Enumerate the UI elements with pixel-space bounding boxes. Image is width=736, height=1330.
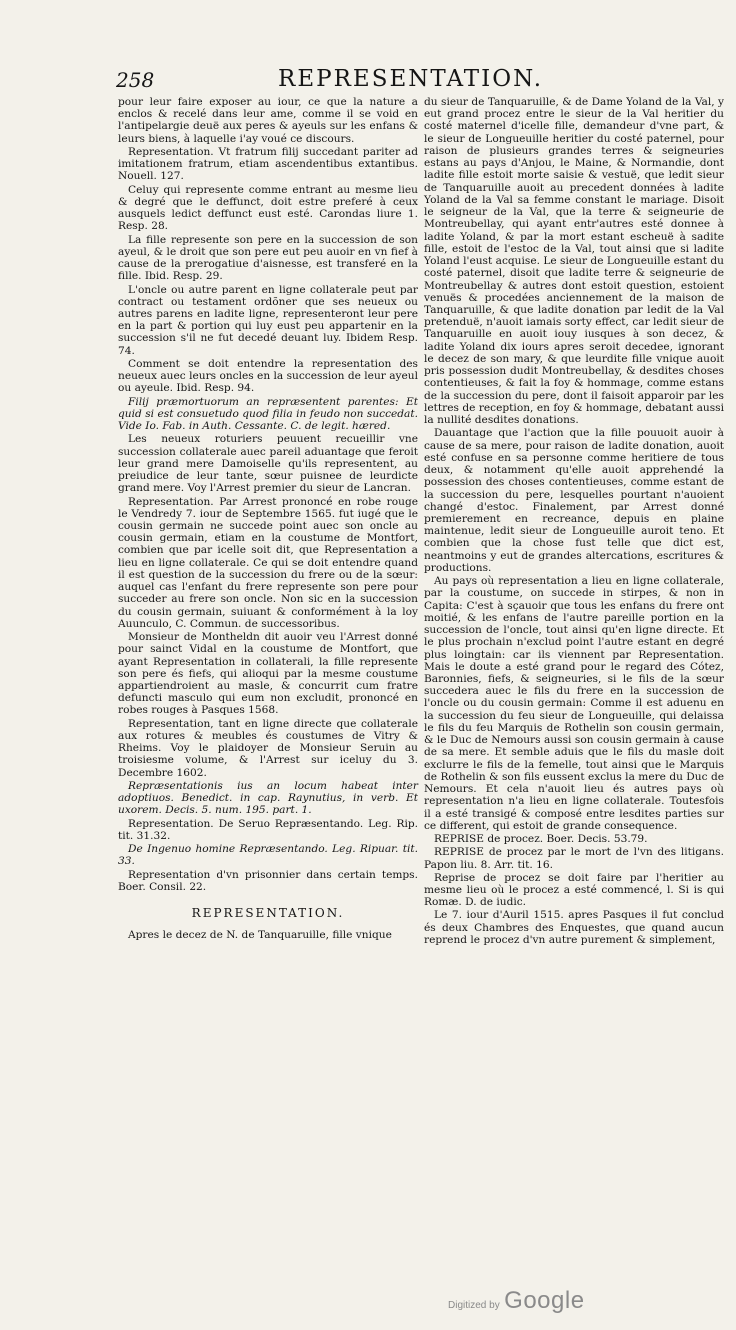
right-column (424, 96, 724, 947)
paragraph: Representation, tant en ligne directe que collaterale aux rotures & meubles és coustumes de Vitry & Rheims. Voy le plaidoyer de Monsieur Seruin au troisiesme volume, & l'Arrest sur iceluy du 3. Decembre 1602. (118, 717, 418, 779)
paragraph: Comment se doit entendre la representation des neueux auec leurs oncles en la succession de leur ayeul ou ayeule. Ibid. Resp. 94. (118, 357, 418, 395)
paragraph: Reprise de procez se doit faire par l'heritier au mesme lieu où le procez a esté commencé, l. Si is qui Romæ. D. de iudic. (424, 871, 724, 909)
paragraph: Au pays où representation a lieu en ligne collaterale, par la coustume, on succede in stirpes, & non in Capita: C'est à sçauoir que tous les enfans du frere ont moitié, & les enfans de l'autre pareille portion en la succession de l'oncle, tout ainsi qu'en ligne directe. Et le plus prochain n'exclud point l'autre estant en degré plus loingtain: car ils viennent par Representation. Mais le doute a esté grand pour le regard des Cótez, Baronnies, fiefs, & seigneuries, si le fils de la sœur succedera auec le fils du frere en la succession de l'oncle ou du cousin germain: Comme il est aduenu en la succession du feu sieur de Longueuille, qui delaissa le fils du feu Marquis de Rothelin son cousin germain, & le Duc de Nemours aussi son cousin germain à cause de sa mere. Et semble aduis que le fils du masle doit exclurre le fils de la femelle, tout ainsi que le Marquis de Rothelin & son fils eussent exclus la mere du Duc de Nemours. Et cela n'auoit lieu és autres pays où representation n'a lieu en ligne collaterale. Toutesfois il a esté transigé & composé entre lesdites parties sur ce different, qui estoit de grande consequence. (424, 575, 724, 832)
paragraph: Repræsentationis ius an locum habeat inter adoptiuos. Benedict. in cap. Raynutius, in verb. Et uxorem. Decis. 5. num. 195. part. 1. (118, 779, 418, 817)
google-logo: Google (504, 1287, 585, 1314)
running-title: REPRESENTATION. (278, 66, 544, 92)
left-column (118, 96, 418, 942)
paragraph: Apres le decez de N. de Tanquaruille, fille vnique (128, 928, 392, 941)
paragraph: Les neueux roturiers peuuent recueillir vne succession collaterale auec pareil aduantage que feroit leur grand mere Damoiselle qu'ils representent, au preiudice de leur tante, sœur puisnee de leurdicte grand mere. Voy l'Arrest premier du sieur de Lancran. (118, 433, 418, 495)
paragraph: L'oncle ou autre parent en ligne collaterale peut par contract ou testament ordõner que ses neueux ou autres parens en ladite ligne, representeront leur pere en la part & portion qui luy eust peu appartenir en la succession s'il ne fut decedé deuant luy. Ibidem Resp. 74. (118, 283, 418, 357)
paragraph: REPRISE de procez par le mort de l'vn des litigans. Papon liu. 8. Arr. tit. 16. (424, 846, 724, 871)
paragraph: Representation. Par Arrest prononcé en robe rouge le Vendredy 7. iour de Septembre 1565. fut iugé que le cousin germain ne succede point auec son oncle au cousin germain, etiam en la coustume de Montfort, combien que par icelle soit dit, que Representation a lieu en ligne collaterale. Ce qui se doit entendre quand il est question de la succession du frere ou de la sœur: auquel cas l'enfant du frere represente son pere pour succeder au frere son oncle. Non sic en la succession du cousin germain, suiuant & conformément à la loy Auunculo, C. Commun. de successoribus. (118, 495, 418, 630)
paragraph: Celuy qui represente comme entrant au mesme lieu & degré que le deffunct, doit estre preferé à ceux ausquels ledict deffunct eust esté. Carondas liure 1. Resp. 28. (118, 183, 418, 233)
paragraph: La fille represente son pere en la succession de son ayeul, & le droit que son pere eut peu auoir en vn fief à cause de la prerogatiue d'aisnesse, est transferé en la fille. Ibid. Resp. 29. (118, 233, 418, 283)
paragraph: Representation. Vt fratrum filij succedant pariter ad imitationem fratrum, etiam ascendentibus extantibus. Nouell. 127. (118, 145, 418, 183)
paragraph: Representation. De Seruo Repræsentando. Leg. Rip. tit. 31.32. (118, 817, 418, 842)
paragraph: Dauantage que l'action que la fille pouuoit auoir à cause de sa mere, pour raison de ladite donation, auoit esté confuse en sa personne comme heritiere de tous deux, & notamment qu'elle auoit apprehendé la possession des choses contentieuses, comme estant de la succession du pere, lesquelles pourtant n'auoient changé d'estoc. Finalement, par Arrest donné premierement en recreance, depuis en plaine maintenue, ledit sieur de Longueuille auroit teno. Et combien que la chose fust telle que dict est, neantmoins y eut de grandes altercations, escritures & productions. (424, 427, 724, 574)
paragraph: Monsieur de Montheldn dit auoir veu l'Arrest donné pour sainct Vidal en la coustume de Montfort, que ayant Representation in collaterali, la fille represente son pere és fiefs, qui alioqui par la mesme coustume appartiendroient au masle, & concurrit cum fratre defuncti masculo qui eum non excludit, prononcé en robes rouges à Pasques 1568. (118, 631, 418, 717)
section-heading: REPRESENTATION. (191, 906, 345, 920)
paragraph: REPRISE de procez. Boer. Decis. 53.79. (434, 833, 648, 846)
digitized-by-google-watermark (448, 1287, 585, 1315)
page-number: 258 (116, 68, 155, 92)
paragraph: Le 7. iour d'Auril 1515. apres Pasques il fut conclud és deux Chambres des Enquestes, que quand aucun reprend le procez d'vn autre purement & simplement, (424, 909, 724, 946)
paragraph: du sieur de Tanquaruille, & de Dame Yoland de la Val, y eut grand procez entre le sieur de la Val heritier du costé maternel d'icelle fille, demandeur d'vne part, & le sieur de Longueuille heritier du costé paternel, pour raison de plusieurs grandes terres & seigneuries estans au pays d'Anjou, le Maine, & Normandie, dont ladite fille estoit morte saisie & vestuë, que ledit sieur de Tanquaruille auoit au precedent données à ladite Yoland de la Val sa femme constant le mariage. Disoit le seigneur de la Val, que la terre & seigneurie de Montreubellay, qui ayant entr'autres esté donnee à ladite Yoland, & par la mort estant escheuë à sadite fille, estoit de l'estoc de la Val, tout ainsi que si ladite Yoland l'eust acquise. Le sieur de Longueuille estant du costé paternel, disoit que ladite terre & seigneurie de Montreubellay & autres dont estoit question, estoient venuës & procedées anciennement de la maison de Tanquaruille, & que ladite donation par ledit de la Val pretenduë, n'auoit iamais sorty effect, car ledit sieur de Tanquaruille en auoit iouy iusques à son decez, & ladite Yoland dix iours apres seroit decedee, ignorant le decez de son mary, & que leurdite fille vnique auoit pris possession dudit Montreubellay, & desdites choses contentieuses, & fait la foy & hommage, comme estans de la succession du pere, dont il faisoit apparoir par les lettres de reception, en foy & hommage, debatant aussi la nullité desdites donations. (424, 96, 724, 427)
paragraph: Representation d'vn prisonnier dans certain temps. Boer. Consil. 22. (118, 868, 418, 893)
paragraph: De Ingenuo homine Repræsentando. Leg. Ripuar. tit. 33. (118, 843, 418, 868)
paragraph: Filij præmortuorum an repræsentent parentes: Et quid si est consuetudo quod filia in feudo non succedat. Vide Io. Fab. in Auth. Cessante. C. de legit. hæred. (118, 395, 418, 433)
paragraph: pour leur faire exposer au iour, ce que la nature a enclos & recelé dans leur ame, comme il se void en l'antipelargie deuë aux peres & ayeuls sur les enfans & leurs biens, à laquelle i'ay voué ce discours. (118, 96, 418, 145)
digitized-by-label: Digitized by (448, 1300, 500, 1311)
